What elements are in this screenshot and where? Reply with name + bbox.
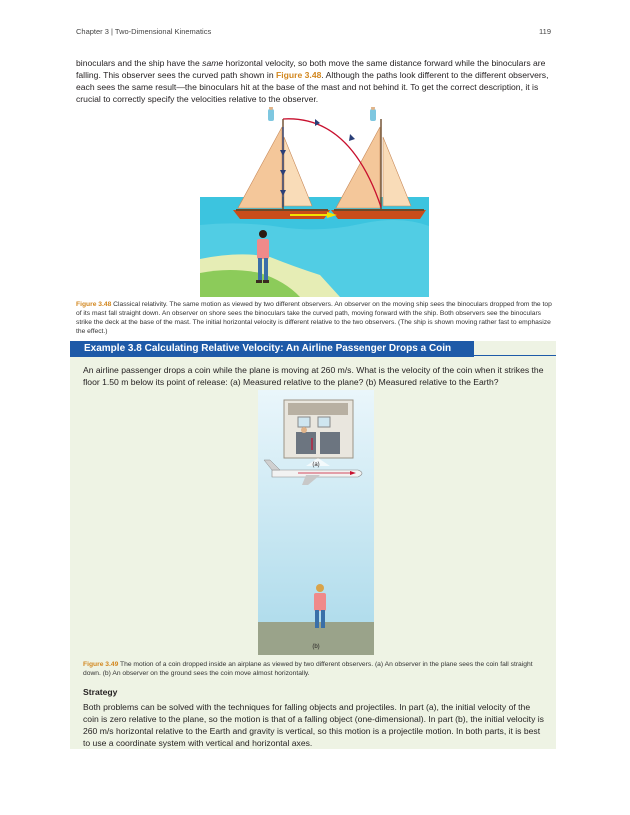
figure-3-48-illustration (200, 107, 429, 297)
figure-reference-link[interactable]: Figure 3.48 (276, 70, 322, 80)
page-header (76, 27, 551, 36)
page-number: 119 (539, 27, 551, 36)
intro-paragraph: binoculars and the ship have the same horizontal velocity, so both move the same distance forward while the binoculars are falling. This observer sees the curved path shown in Figure 3.48. Although the paths look different to the different observers, each sees the same result—the binoculars hit at the base of the mast and not behind it. To get the correct description, it is crucial to correctly specify the velocities relative to the observer. (76, 58, 549, 104)
example-rule (474, 355, 556, 356)
panel-a-label: (a) (312, 462, 320, 468)
strategy-heading: Strategy (83, 687, 118, 697)
figure-3-49-illustration (258, 390, 374, 655)
figure-3-48-caption: Figure 3.48 Classical relativity. The same motion as viewed by two different observers. An observer on the moving ship sees the binoculars dropped from the top of its mast fall straight down. An observer on shore sees the binoculars take the curved path, moving forward with the ship. Both observers see the binoculars strike the deck at the base of the mast. The initial horizontal velocity is different relative to the two observers. (The ship is shown moving rather fast to emphasize the effect.) (76, 301, 552, 335)
example-title: Example 3.8 Calculating Relative Velocity: An Airline Passenger Drops a Coin (70, 341, 474, 357)
example-question: An airline passenger drops a coin while the plane is moving at 260 m/s. What is the velocity of the coin when it strikes the floor 1.50 m below its point of release: (a) Measured relative to the plane? (b) Measured relative to the Earth? (83, 365, 544, 387)
cabin-panel (284, 400, 353, 458)
chapter-title: Chapter 3 | Two-Dimensional Kinematics (76, 27, 212, 36)
strategy-text: Both problems can be solved with the techniques for falling objects and projectiles. In part (a), the initial velocity of the coin is zero relative to the plane, so the motion is that of a falling object (one-dimensional). In part (b), the initial velocity is 260 m/s horizontal relative to the Earth and gravity is vertical, so this motion is a projectile motion. In both parts, it is best to use a coordinate system with vertical and horizontal axes. (83, 702, 544, 748)
panel-b-label: (b) (312, 644, 320, 650)
figure-3-49-caption: Figure 3.49 The motion of a coin dropped inside an airplane as viewed by two different observers. (a) An observer in the plane sees the coin fall straight down. (b) An observer on the ground sees the coin move almost horizontally. (83, 661, 533, 677)
